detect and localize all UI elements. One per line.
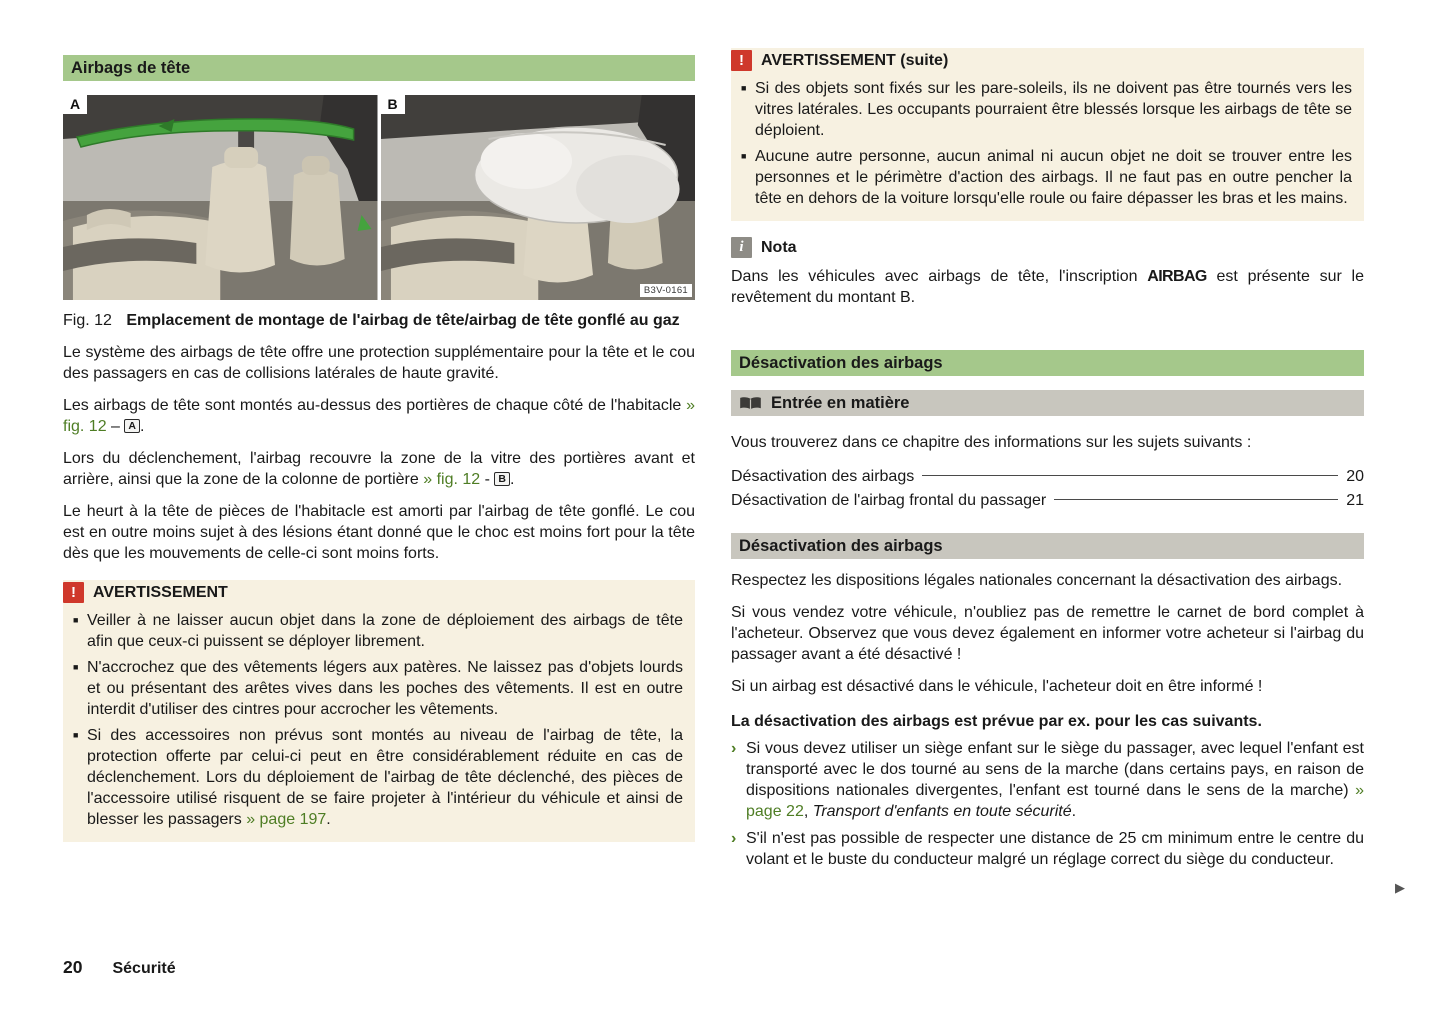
figure-panel-label-b: B <box>381 95 405 114</box>
square-bullet-icon: ■ <box>741 151 747 161</box>
warning-item <box>63 610 695 652</box>
text-segment: Les airbags de tête sont montés au-dessus des portières de chaque côté de l'habitacle <box>63 397 687 414</box>
paragraph <box>63 448 695 490</box>
list-item <box>731 738 1364 822</box>
figure-image-code: B3V-0161 <box>640 284 692 297</box>
warning-icon-glyph: ! <box>739 52 744 69</box>
spacer <box>731 324 1364 350</box>
spacer <box>731 513 1364 533</box>
warning-title-row <box>731 48 1364 73</box>
list-item <box>731 828 1364 870</box>
text-segment: . <box>1071 803 1077 820</box>
cross-reference-link-page22[interactable]: » page 22 <box>746 782 1364 820</box>
warning-item <box>731 78 1364 141</box>
left-column <box>63 55 695 842</box>
cross-reference-link-fig12[interactable]: » fig. 12 <box>423 471 481 488</box>
section-title: Désactivation des airbags <box>739 353 943 372</box>
figure-panel-b <box>381 95 696 300</box>
square-bullet-icon: ■ <box>73 615 79 625</box>
figure-number: Fig. 12 <box>63 312 112 329</box>
subsection-header-desactivation-airbags <box>731 533 1364 559</box>
warning-item <box>731 146 1364 209</box>
paragraph-bold-lead: La désactivation des airbags est prévue par ex. pour les cas suivants. <box>731 713 1262 730</box>
table-of-contents <box>731 465 1364 513</box>
book-icon <box>739 396 762 411</box>
warning-item <box>63 725 695 830</box>
page-footer <box>63 957 176 978</box>
page-continuation-arrow: ▶ <box>1395 880 1405 895</box>
nota-title: Nota <box>761 238 797 256</box>
section-header-desactivation <box>731 350 1364 376</box>
figure-12 <box>63 95 695 300</box>
toc-entry-label: Désactivation des airbags <box>731 468 915 485</box>
info-icon-glyph: i <box>739 239 744 255</box>
list-item-text: S'il n'est pas possible de respecter une distance de 25 cm minimum entre le centre du volant et le buste du conducteur malgré un réglage correct du siège du conducteur. <box>746 830 1364 868</box>
figure-caption-text: Emplacement de montage de l'airbag de tête/airbag de tête gonflé au gaz <box>126 312 680 329</box>
text-segment: Si vous devez utiliser un siège enfant sur le siège du passager, avec lequel l'enfant est transporté avec le dos tourné au sens de la marche (dans certains pays, en raison de dispositions nationales divergentes, l'enfant est tourné dans le sens de la marche) <box>746 740 1364 799</box>
toc-leader-line <box>1054 499 1338 500</box>
text-segment: Dans les véhicules avec airbags de tête, l'inscription <box>731 268 1148 285</box>
cross-reference-link-fig12[interactable]: » fig. 12 <box>63 397 695 435</box>
nota-title-row <box>731 237 1364 258</box>
square-bullet-icon: ■ <box>73 730 79 740</box>
warning-title: AVERTISSEMENT <box>93 583 228 601</box>
figure-ref-box-a: A <box>124 419 140 433</box>
paragraph: Le système des airbags de tête offre une protection supplémentaire pour la tête et le cou des passagers en cas de collisions latérales de haute gravité. <box>63 344 695 382</box>
warning-item-text: Si des objets sont fixés sur les pare-soleils, ils ne doivent pas être tournés vers les vitres latérales. Les occupants pourraient être blessés lorsque les airbags de tête se déploient. <box>755 80 1352 139</box>
warning-icon <box>731 50 752 71</box>
text-segment: , <box>803 803 813 820</box>
chapter-reference-italic: Transport d'enfants en toute sécurité <box>812 803 1072 820</box>
toc-entry <box>731 489 1364 513</box>
text-segment: est présente sur le revêtement du montant B. <box>731 268 1364 306</box>
figure-panel-a <box>63 95 378 300</box>
paragraph <box>63 395 695 437</box>
figure-ref-box-b: B <box>494 472 510 486</box>
section-title: Airbags de tête <box>71 58 191 77</box>
angle-bullet-icon: › <box>731 740 737 757</box>
text-segment: . <box>509 471 515 488</box>
text-segment: . <box>139 418 145 435</box>
paragraph: Si vous vendez votre véhicule, n'oubliez pas de remettre le carnet de bord complet à l'acheteur. Observez que vous devez également en informer votre acheteur si l'airbag du passager avant a été désactivé ! <box>731 604 1364 663</box>
warning-item-text: Aucune autre personne, aucun animal ni aucun objet ne doit se trouver entre les personnes et le périmètre d'action des airbags. Il ne faut pas en outre pencher la tête en dehors de la voiture lorsqu'elle roule ou faire dépasser les bras et les mains. <box>755 148 1352 207</box>
nota-text <box>731 266 1364 308</box>
toc-leader-line <box>922 475 1338 476</box>
warning-icon <box>63 582 84 603</box>
square-bullet-icon: ■ <box>73 662 79 672</box>
figure-panel-label-a: A <box>63 95 87 114</box>
warning-continuation-box <box>731 48 1364 221</box>
warning-item-text <box>87 725 683 830</box>
text-segment: – <box>106 418 125 435</box>
info-icon <box>731 237 752 258</box>
warning-item <box>63 657 695 720</box>
subsection-title: Désactivation des airbags <box>739 536 943 555</box>
toc-entry-page: 20 <box>1346 468 1364 485</box>
toc-intro: Vous trouverez dans ce chapitre des informations sur les sujets suivants : <box>731 434 1252 451</box>
cross-reference-link-page197[interactable]: » page 197 <box>246 811 327 828</box>
toc-entry-label: Désactivation de l'airbag frontal du passager <box>731 492 1047 509</box>
warning-title: AVERTISSEMENT (suite) <box>761 51 949 69</box>
text-segment: Si des accessoires non prévus sont montés au niveau de l'airbag de tête, la protection offerte par celui-ci peut en être considérablement réduite en cas de déclenchement. Lors du déploiement de l'airbag de tête déclenché, des pièces de l'accessoire utilisé risquent de se faire projeter à l'intérieur du véhicule et ainsi de blesser les passagers <box>87 727 683 828</box>
paragraph: Le heurt à la tête de pièces de l'habitacle est amorti par l'airbag de tête gonflé. Le cou est en outre moins sujet à des lésions étant donné que le choc est moins fort pour la tête dès que les mouvements de celle-ci sont moins forts. <box>63 503 695 562</box>
paragraph: Respectez les dispositions légales nationales concernant la désactivation des airbags. <box>731 572 1343 589</box>
paragraph: Si un airbag est désactivé dans le véhicule, l'acheteur doit en être informé ! <box>731 678 1263 695</box>
nota-block <box>731 237 1364 308</box>
warning-box <box>63 580 695 842</box>
text-segment: - <box>480 471 495 488</box>
right-column <box>731 48 1364 870</box>
warning-item-text: Veiller à ne laisser aucun objet dans la zone de déploiement des airbags de tête afin que ceux-ci puissent se déployer librement. <box>87 612 683 650</box>
page-number: 20 <box>63 957 83 977</box>
warning-title-row <box>63 580 695 605</box>
car-interior-illustration-b <box>381 95 696 300</box>
angle-bullet-icon: › <box>731 830 737 847</box>
text-segment: . <box>326 811 331 828</box>
toc-entry <box>731 465 1364 489</box>
warning-item-text: N'accrochez que des vêtements légers aux patères. Ne laissez pas d'objets lourds et ou présentant des arêtes vives dans les poches des vêtements. Il est en outre interdit d'utiliser des cintres pour accrocher les vêtements. <box>87 659 683 718</box>
footer-section-title: Sécurité <box>112 960 176 977</box>
text-segment: Lors du déclenchement, l'airbag recouvre la zone de la vitre des portières avant et arrière, ainsi que la zone de la colonne de portière <box>63 450 695 488</box>
subsection-title: Entrée en matière <box>771 393 910 412</box>
subsection-header-entree-en-matiere <box>731 390 1364 416</box>
car-interior-illustration-a <box>63 95 378 300</box>
section-header-airbags-de-tete <box>63 55 695 81</box>
list-item-text <box>746 738 1364 822</box>
warning-icon-glyph: ! <box>71 584 76 601</box>
toc-entry-page: 21 <box>1346 492 1364 509</box>
square-bullet-icon: ■ <box>741 83 747 93</box>
spacer <box>731 376 1364 390</box>
figure-caption <box>63 310 695 331</box>
airbag-inscription: AIRBAG <box>1147 268 1207 285</box>
